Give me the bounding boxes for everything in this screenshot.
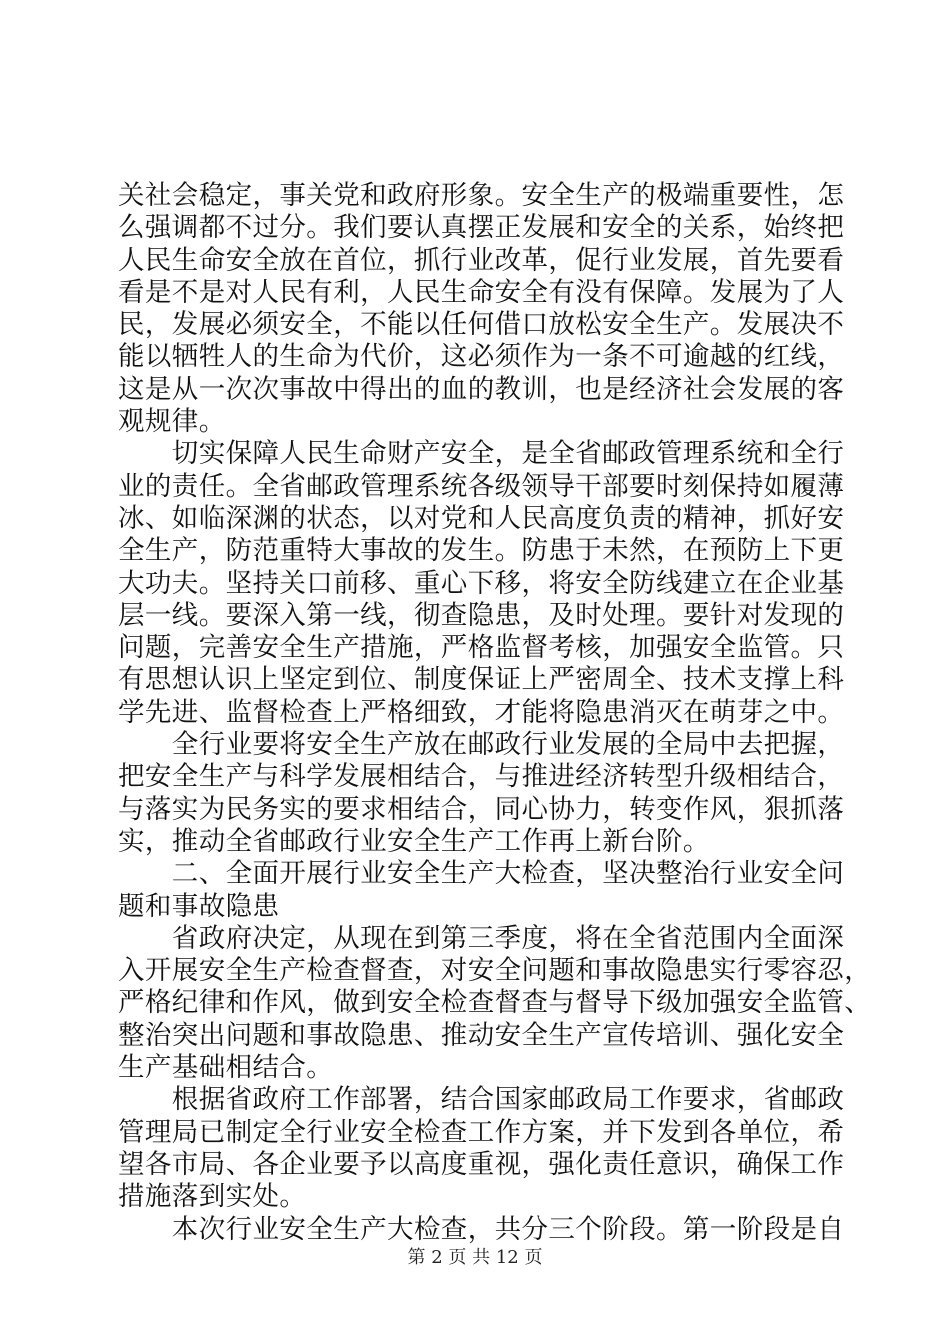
text-line: 与落实为民务实的要求相结合，同心协力，转变作风，狠抓落 xyxy=(118,793,845,825)
text-line: 人民生命安全放在首位，抓行业改革，促行业发展，首先要看 xyxy=(118,244,845,276)
text-line: 学先进、监督检查上严格细致，才能将隐患消灭在萌芽之中。 xyxy=(118,696,845,728)
text-line: 问题，完善安全生产措施，严格监督考核，加强安全监管。只 xyxy=(118,632,845,664)
text-line: 能以牺牲人的生命为代价，这必须作为一条不可逾越的红线， xyxy=(118,341,845,373)
text-line: 望各市局、各企业要予以高度重视，强化责任意识，确保工作 xyxy=(118,1148,845,1180)
text-line: 题和事故隐患 xyxy=(118,890,280,922)
text-line: 严格纪律和作风，做到安全检查督查与督导下级加强安全监管、 xyxy=(118,987,872,1019)
text-line: 有思想认识上坚定到位、制度保证上严密周全、技术支撑上科 xyxy=(118,664,845,696)
text-line: 实，推动全省邮政行业安全生产工作再上新台阶。 xyxy=(118,825,710,857)
text-line: 切实保障人民生命财产安全，是全省邮政管理系统和全行 xyxy=(118,438,845,470)
text-line: 冰、如临深渊的状态，以对党和人民高度负责的精神，抓好安 xyxy=(118,502,845,534)
text-line: 二、全面开展行业安全生产大检查，坚决整治行业安全问 xyxy=(118,858,845,890)
text-line: 观规律。 xyxy=(118,406,226,438)
body-text xyxy=(118,180,872,1246)
text-line: 关社会稳定，事关党和政府形象。安全生产的极端重要性，怎 xyxy=(118,180,845,211)
text-line: 生产基础相结合。 xyxy=(118,1052,334,1084)
text-line: 省政府决定，从现在到第三季度，将在全省范围内全面深 xyxy=(118,922,845,954)
text-line: 这是从一次次事故中得出的血的教训，也是经济社会发展的客 xyxy=(118,373,845,405)
page-footer: 第 2 页 共 12 页 xyxy=(407,1247,543,1268)
text-line: 大功夫。坚持关口前移、重心下移，将安全防线建立在企业基 xyxy=(118,567,845,599)
text-line: 整治突出问题和事故隐患、推动安全生产宣传培训、强化安全 xyxy=(118,1019,845,1051)
text-line: 本次行业安全生产大检查，共分三个阶段。第一阶段是自 xyxy=(118,1213,845,1245)
text-line: 全行业要将安全生产放在邮政行业发展的全局中去把握， xyxy=(118,729,845,761)
text-line: 根据省政府工作部署，结合国家邮政局工作要求，省邮政 xyxy=(118,1084,845,1116)
text-line: 民，发展必须安全，不能以任何借口放松安全生产。发展决不 xyxy=(118,309,845,341)
text-line: 看是不是对人民有利，人民生命安全有没有保障。发展为了人 xyxy=(118,276,845,308)
text-line: 入开展安全生产检查督查，对安全问题和事故隐患实行零容忍， xyxy=(118,955,872,987)
text-line: 把安全生产与科学发展相结合，与推进经济转型升级相结合， xyxy=(118,761,845,793)
text-line: 业的责任。全省邮政管理系统各级领导干部要时刻保持如履薄 xyxy=(118,470,845,502)
text-line: 层一线。要深入第一线，彻查隐患，及时处理。要针对发现的 xyxy=(118,599,845,631)
text-line: 全生产，防范重特大事故的发生。防患于未然，在预防上下更 xyxy=(118,535,845,567)
text-line: 么强调都不过分。我们要认真摆正发展和安全的关系，始终把 xyxy=(118,212,845,244)
text-line: 管理局已制定全行业安全检查工作方案，并下发到各单位，希 xyxy=(118,1116,845,1148)
text-line: 措施落到实处。 xyxy=(118,1181,307,1213)
